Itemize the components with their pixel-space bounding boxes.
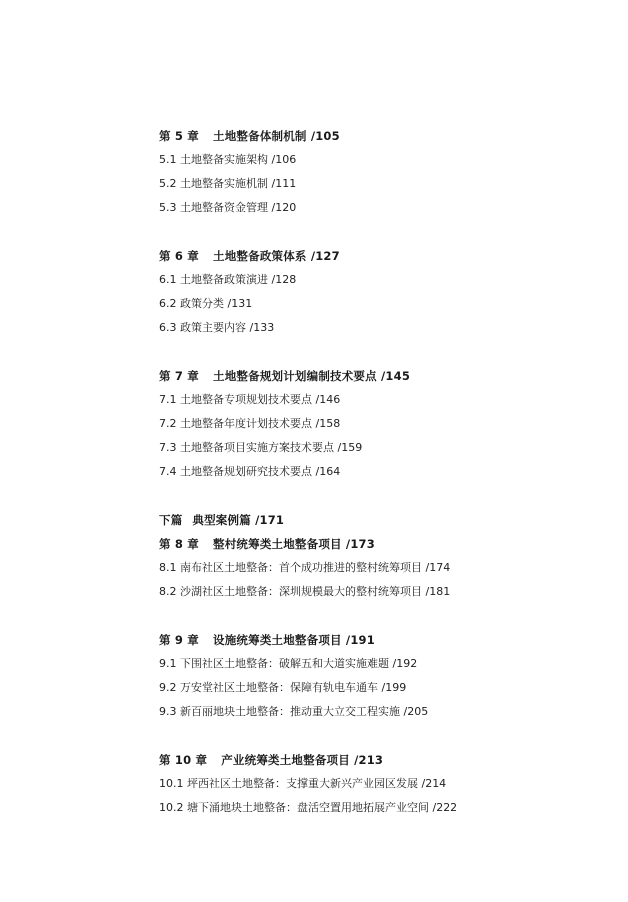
toc-entry: 8.1 南布社区土地整备：首个成功推进的整村统筹项目 /174 [159, 561, 451, 574]
toc-entry: 6.1 土地整备政策演进 /128 [159, 273, 297, 286]
toc-entry: 5.1 土地整备实施架构 /106 [159, 153, 297, 166]
chapter-10-section [159, 748, 599, 820]
toc-entry: 6.3 政策主要内容 /133 [159, 321, 275, 334]
toc-entry: 10.2 塘下涌地块土地整备：盘活空置用地拓展产业空间 /222 [159, 801, 458, 814]
chapter-8-section [159, 508, 599, 604]
chapter-heading [159, 748, 599, 772]
chapter-number: 第 5 章 [159, 129, 200, 143]
chapter-heading [159, 364, 599, 388]
chapter-number: 第 10 章 [159, 753, 208, 767]
chapter-title: 土地整备政策体系 /127 [213, 249, 340, 263]
chapter-heading [159, 628, 599, 652]
toc-entry: 6.2 政策分类 /131 [159, 297, 253, 310]
toc-entry: 5.3 土地整备资金管理 /120 [159, 201, 297, 214]
chapter-title: 土地整备体制机制 /105 [213, 129, 340, 143]
chapter-heading [159, 244, 599, 268]
chapter-heading [159, 124, 599, 148]
toc-entry: 5.2 土地整备实施机制 /111 [159, 177, 297, 190]
part-label: 下篇 [159, 513, 183, 527]
toc-entry: 9.3 新百丽地块土地整备：推动重大立交工程实施 /205 [159, 705, 429, 718]
chapter-number: 第 6 章 [159, 249, 200, 263]
toc-entry: 7.4 土地整备规划研究技术要点 /164 [159, 465, 341, 478]
chapter-title: 产业统筹类土地整备项目 /213 [221, 753, 384, 767]
chapter-heading [159, 532, 599, 556]
toc-entry: 9.1 下围社区土地整备：破解五和大道实施难题 /192 [159, 657, 418, 670]
toc-entry: 7.2 土地整备年度计划技术要点 /158 [159, 417, 341, 430]
chapter-title: 整村统筹类土地整备项目 /173 [213, 537, 375, 551]
part-title: 典型案例篇 /171 [192, 513, 285, 527]
toc-entry: 8.2 沙湖社区土地整备：深圳规模最大的整村统筹项目 /181 [159, 585, 451, 598]
chapter-title: 设施统筹类土地整备项目 /191 [213, 633, 375, 647]
chapter-number: 第 7 章 [159, 369, 200, 383]
toc-entry: 10.1 坪西社区土地整备：支撑重大新兴产业园区发展 /214 [159, 777, 447, 790]
toc-entry: 7.1 土地整备专项规划技术要点 /146 [159, 393, 341, 406]
chapter-number: 第 8 章 [159, 537, 200, 551]
chapter-number: 第 9 章 [159, 633, 200, 647]
toc-entry: 7.3 土地整备项目实施方案技术要点 /159 [159, 441, 363, 454]
chapter-7-section [159, 364, 599, 484]
table-of-contents [159, 124, 599, 820]
chapter-title: 土地整备规划计划编制技术要点 /145 [213, 369, 411, 383]
chapter-6-section [159, 244, 599, 340]
toc-entry: 9.2 万安堂社区土地整备：保障有轨电车通车 /199 [159, 681, 407, 694]
chapter-5-section [159, 124, 599, 220]
part-heading [159, 508, 599, 532]
chapter-9-section [159, 628, 599, 724]
